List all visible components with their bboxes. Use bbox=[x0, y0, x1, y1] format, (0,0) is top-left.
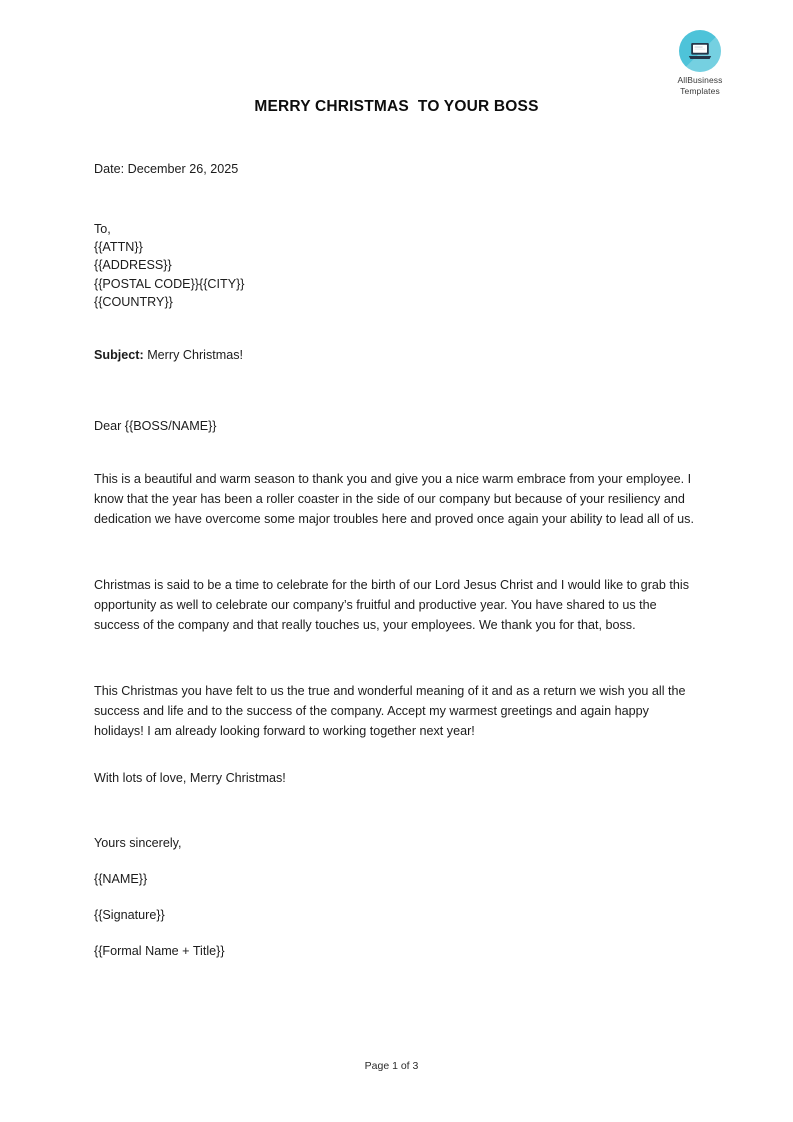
salutation: Dear {{BOSS/NAME}} bbox=[94, 419, 217, 433]
recipient-to-label: To, bbox=[94, 222, 111, 236]
subject-line bbox=[94, 346, 243, 366]
recipient-country: {{COUNTRY}} bbox=[94, 294, 173, 309]
recipient-postal-city: {{POSTAL CODE}}{{CITY}} bbox=[94, 276, 245, 291]
date-line: Date: December 26, 2025 bbox=[94, 162, 239, 176]
brand-logo bbox=[652, 30, 748, 96]
subject-label: Subject: bbox=[94, 348, 144, 362]
brand-name-line-1: AllBusiness bbox=[677, 75, 723, 85]
document-body bbox=[94, 160, 700, 958]
page-footer: Page 1 of 3 bbox=[364, 1060, 419, 1072]
signature-name: {{NAME}} bbox=[94, 872, 148, 886]
logo-circle bbox=[679, 30, 721, 72]
signature-formal-name: {{Formal Name + Title}} bbox=[94, 944, 225, 958]
sign-off: Yours sincerely, bbox=[94, 836, 182, 850]
signature-placeholder: {{Signature}} bbox=[94, 908, 165, 922]
subject-value: Merry Christmas! bbox=[147, 348, 244, 362]
brand-name bbox=[652, 75, 748, 96]
closing-message: With lots of love, Merry Christmas! bbox=[94, 771, 286, 785]
document-title: MERRY CHRISTMAS TO YOUR BOSS bbox=[254, 98, 539, 115]
body-paragraph-2: Christmas is said to be a time to celebrate for the birth of our Lord Jesus Christ and I would like to grab this opportunity as well to celebrate our company’s fruitful and productive year. You have shared to us the success of the company and that really touches us, your employees. We thank you for that, boss. bbox=[94, 578, 689, 632]
body-paragraph-3: This Christmas you have felt to us the true and wonderful meaning of it and as a return we wish you all the success and life and to the success of the company. Accept my warmest greetings and again happy holidays! I am already looking forward to working together next year! bbox=[94, 684, 686, 738]
recipient-address-block bbox=[94, 220, 245, 311]
recipient-attn: {{ATTN}} bbox=[94, 240, 143, 255]
recipient-address: {{ADDRESS}} bbox=[94, 258, 172, 273]
body-paragraph-1: This is a beautiful and warm season to thank you and give you a nice warm embrace from your employee. I know that the year has been a roller coaster in the side of our company but because of your resiliency and dedication we have overcome some major troubles here and proved once again your ability to lead all of us. bbox=[94, 472, 694, 526]
laptop-icon bbox=[688, 42, 712, 60]
brand-name-line-2: Templates bbox=[680, 85, 720, 96]
